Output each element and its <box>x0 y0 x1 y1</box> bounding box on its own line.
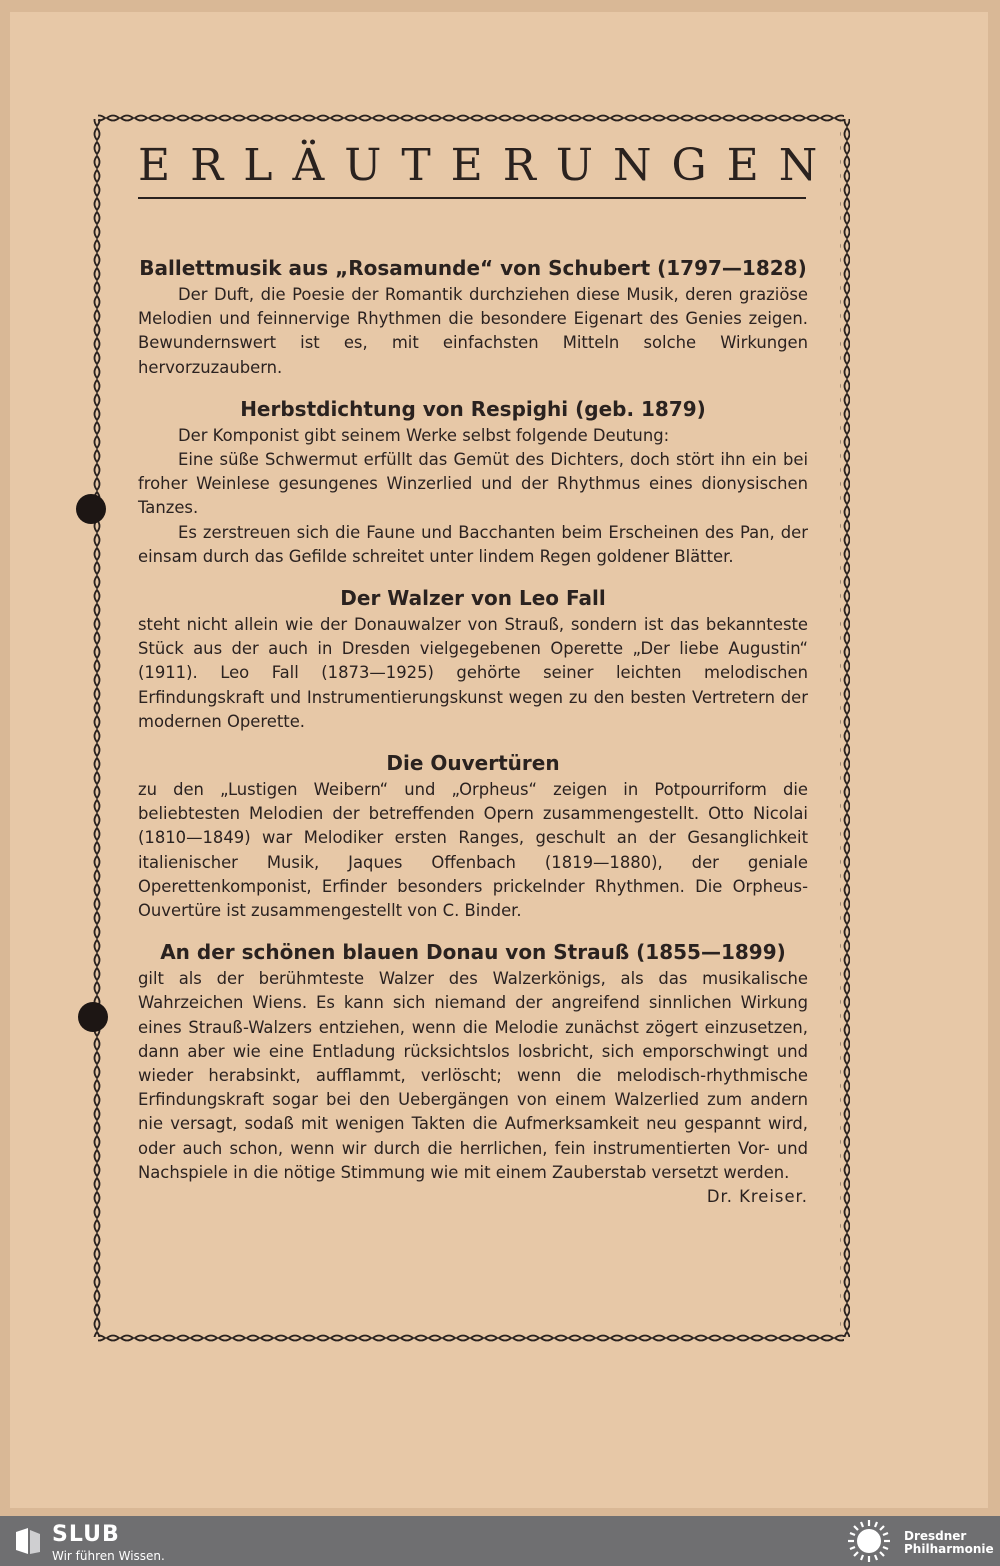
section-heading-leo-fall: Der Walzer von Leo Fall <box>340 586 606 611</box>
punch-hole-upper <box>76 494 106 524</box>
slub-logo-icon[interactable] <box>14 1526 42 1556</box>
title-underline <box>138 197 806 199</box>
author-signature: Dr. Kreiser. <box>706 1187 808 1207</box>
explanations-text <box>138 140 838 1209</box>
section-text-respighi-1: Eine süße Schwermut erfüllt das Gemüt des Dichters, doch stört ihn ein bei froher Weinlese gesungenes Winzerlied und der Rhythmus eines dionysischen Tanzes. <box>138 450 808 518</box>
section-text-donau: gilt als der berühmteste Walzer des Walzerkönigs, als das musikalische Wahrzeichen Wiens. Es kann sich niemand der angreifend sinnlichen Wirkung eines Strauß-Walzers entziehen, wenn die Melodie zunächst zögert einzusetzen, dann aber wie eine Entladung rücksichtslos losbricht, sich emporschwingt und wieder herabsinkt, aufflammt, verlöscht; wenn die melodisch-rhythmische Erfindungskraft sogar bei den Uebergängen von einem Walzerlied zum andern nie versagt, sodaß mit wenigen Takten die Aufmerksamkeit neu gespannt wird, oder auch schon, wenn wir durch die herrlichen, fein instrumentierten Vor- und Nachspiele in die nötige Stimmung wie mit einem Zauberstab versetzt werden. <box>138 969 808 1182</box>
viewer-footer <box>0 1516 1000 1566</box>
partner-name[interactable] <box>904 1530 994 1556</box>
section-text-rosamunde: Der Duft, die Poesie der Romantik durchziehen diese Musik, deren graziöse Melodien und feinnervige Rhythmen die besondere Eigenart des Genies zeigen. Bewundernswert ist es, mit einfachsten Mitteln solche Wirkungen hervorzuzaubern. <box>138 285 808 377</box>
spacer <box>138 923 808 937</box>
partner-name-line2: Philharmonie <box>904 1542 994 1556</box>
section-heading-ouverturen: Die Ouvertüren <box>386 751 560 776</box>
page-title: ERLÄUTERUNGEN <box>138 140 838 191</box>
section-text-ouverturen: zu den „Lustigen Weibern“ und „Orpheus“ zeigen in Potpourriform die beliebtesten Melodien der betreffenden Opern zusammengestellt. Otto Nicolai (1810—1849) war Melodiker ersten Ranges, geschult an der Gesanglichkeit italienischer Musik, Jaques Offenbach (1819—1880), der geniale Operettenkomponist, Erfinder besonders prickelnder Rhythmen. Die Orpheus-Ouvertüre ist zusammengestellt von C. Binder. <box>138 780 808 921</box>
spacer <box>138 380 808 394</box>
section-text-leo-fall: steht nicht allein wie der Donauwalzer von Strauß, sondern ist das bekannteste Stück aus der auch in Dresden vielgegebenen Operette „Der liebe Augustin“ (1911). Leo Fall (1873—1925) gehörte seiner leichten melodischen Erfindungskraft und Instrumentierungskunst wegen zu den besten Vertretern der modernen Operette. <box>138 615 808 731</box>
library-tagline: Wir führen Wissen. <box>52 1549 165 1563</box>
spacer <box>138 734 808 748</box>
philharmonie-logo-icon[interactable] <box>844 1518 894 1564</box>
section-heading-donau: An der schönen blauen Donau von Strauß (1855—1899) <box>160 940 786 965</box>
partner-name-line1: Dresdner <box>904 1529 967 1543</box>
section-text-respighi-2: Es zerstreuen sich die Faune und Bacchanten beim Erscheinen des Pan, der einsam durch das Gefilde schreitet unter lindem Regen goldener Blätter. <box>138 522 808 566</box>
section-heading-respighi: Herbstdichtung von Respighi (geb. 1879) <box>240 396 706 421</box>
spacer <box>138 569 808 583</box>
library-name[interactable]: SLUB <box>52 1522 120 1547</box>
section-text-respighi-intro: Der Komponist gibt seinem Werke selbst folgende Deutung: <box>178 425 670 445</box>
punch-hole-lower <box>78 1002 108 1032</box>
section-heading-rosamunde: Ballettmusik aus „Rosamunde“ von Schubert (1797—1828) <box>139 256 807 280</box>
